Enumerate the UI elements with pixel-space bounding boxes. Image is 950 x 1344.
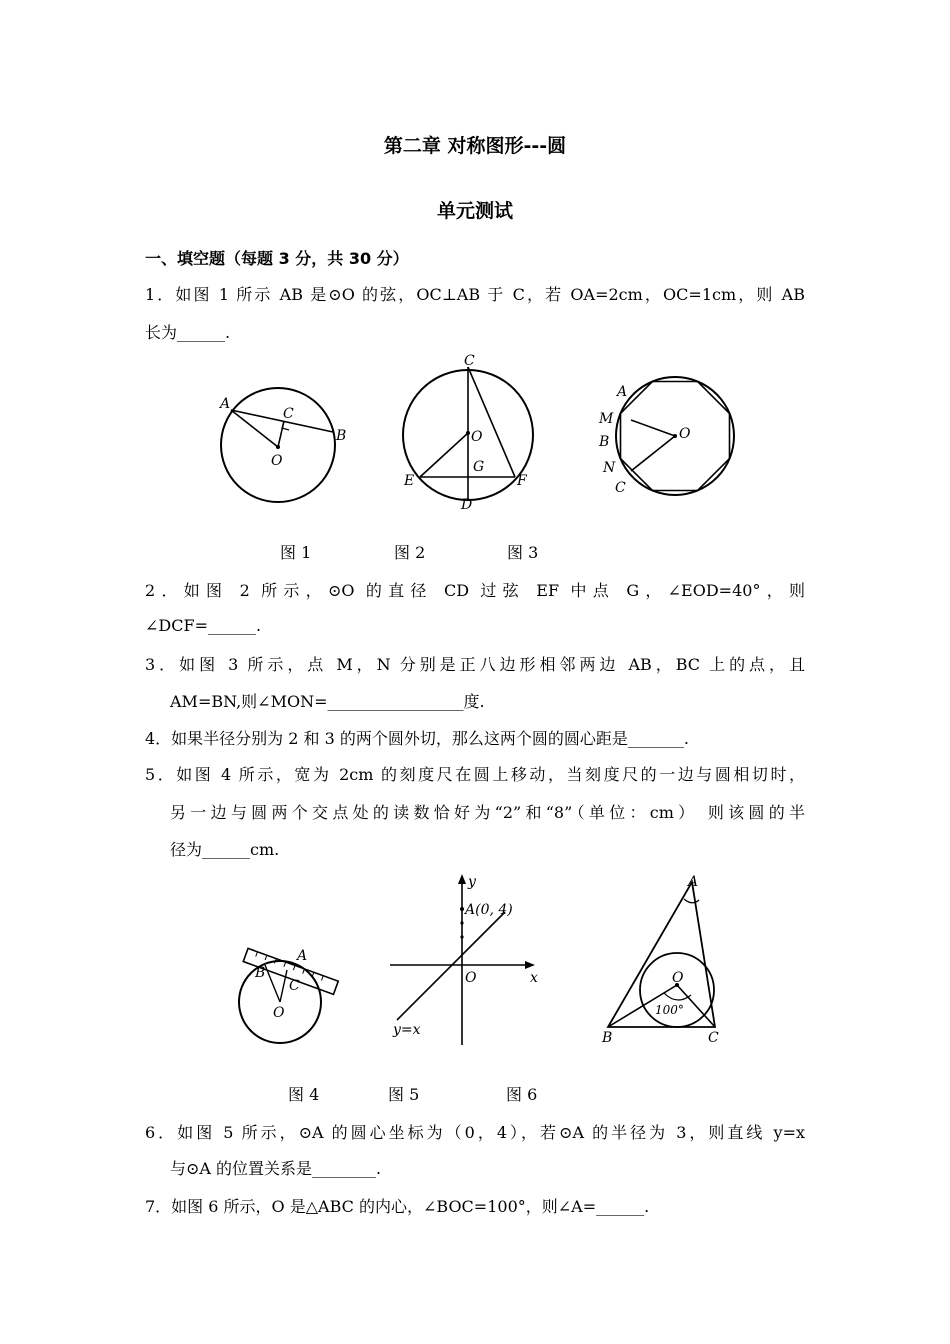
caption-fig1: 图 1 bbox=[280, 543, 312, 562]
fig6-label-o: O bbox=[672, 970, 684, 986]
page-subtitle: 单元测试 bbox=[436, 200, 513, 222]
fig6-label-c: C bbox=[708, 1030, 719, 1046]
question-3-line-2: AM=BN,则∠MON=_________________度. bbox=[170, 692, 485, 711]
fig6-label-b: B bbox=[602, 1030, 613, 1046]
question-7-line-1: 7．如图 6 所示，O 是△ABC 的内心，∠BOC=100°，则∠A=______. bbox=[145, 1197, 650, 1216]
fig5-label-a: A(0, 4) bbox=[465, 902, 513, 918]
fig1-label-b: B bbox=[336, 428, 347, 444]
caption-fig5: 图 5 bbox=[388, 1085, 420, 1104]
fig4-label-a: A bbox=[297, 948, 308, 964]
question-2-line-2: ∠DCF=______. bbox=[145, 616, 262, 635]
fig6-label-angle: 100° bbox=[655, 1003, 684, 1017]
fig3-label-b: B bbox=[599, 434, 610, 450]
page-title: 第二章 对称图形---圆 bbox=[383, 135, 567, 157]
question-4-line-1: 4．如果半径分别为 2 和 3 的两个圆外切，那么这两个圆的圆心距是_______. bbox=[145, 729, 689, 748]
caption-fig2: 图 2 bbox=[394, 543, 426, 562]
question-2-line-1: 2．如图 2 所示，⊙O 的直径 CD 过弦 EF 中点 G，∠EOD=40°，则 bbox=[145, 581, 805, 600]
question-5-line-3: 径为______cm. bbox=[170, 840, 280, 859]
caption-fig3: 图 3 bbox=[507, 543, 539, 562]
fig2-label-g: G bbox=[473, 459, 485, 475]
question-1-line-1: 1．如图 1 所示 AB 是⊙O 的弦，OC⊥AB 于 C，若 OA=2cm，OC=1cm，则 AB bbox=[145, 285, 805, 304]
fig4-label-o: O bbox=[273, 1005, 285, 1021]
section-heading: 一、填空题（每题 3 分，共 30 分） bbox=[145, 249, 409, 268]
fig3-label-a: A bbox=[617, 384, 628, 400]
fig5-label-line: y=x bbox=[393, 1022, 421, 1038]
question-6-line-1: 6．如图 5 所示，⊙A 的圆心坐标为（0，4），若⊙A 的半径为 3，则直线 y=x bbox=[145, 1123, 805, 1142]
figure-2 bbox=[395, 345, 545, 515]
figure-1 bbox=[210, 370, 360, 520]
caption-fig4: 图 4 bbox=[288, 1085, 320, 1104]
question-5-line-2: 另一边与圆两个交点处的读数恰好为“2”和“8”（单位：cm） 则该圆的半 bbox=[170, 803, 805, 822]
figure-6 bbox=[598, 870, 738, 1050]
fig2-label-c: C bbox=[464, 353, 475, 369]
figure-5 bbox=[385, 870, 545, 1050]
fig3-label-n: N bbox=[603, 460, 616, 476]
fig2-label-e: E bbox=[404, 473, 415, 489]
fig1-label-c: C bbox=[283, 406, 294, 422]
fig3-label-m: M bbox=[599, 411, 614, 427]
fig2-label-d: D bbox=[461, 497, 473, 513]
fig5-label-o: O bbox=[465, 970, 477, 986]
fig3-label-c: C bbox=[615, 480, 626, 496]
fig4-label-b: B bbox=[255, 965, 266, 981]
figure-4 bbox=[235, 935, 350, 1055]
question-5-line-1: 5．如图 4 所示，宽为 2cm 的刻度尺在圆上移动，当刻度尺的一边与圆相切时， bbox=[145, 765, 805, 784]
question-1-line-2: 长为______. bbox=[145, 323, 231, 342]
fig4-label-c: C bbox=[289, 978, 300, 994]
fig5-label-x: x bbox=[530, 970, 538, 986]
fig5-label-y: y bbox=[468, 874, 476, 890]
fig6-label-a: A bbox=[688, 874, 699, 890]
fig2-label-f: F bbox=[517, 473, 527, 489]
fig1-label-a: A bbox=[220, 396, 231, 412]
fig1-label-o: O bbox=[271, 453, 283, 469]
fig3-label-o: O bbox=[679, 426, 691, 442]
figure-3 bbox=[595, 380, 745, 520]
question-3-line-1: 3．如图 3 所示，点 M，N 分别是正八边形相邻两边 AB，BC 上的点，且 bbox=[145, 655, 805, 674]
fig2-label-o: O bbox=[471, 429, 483, 445]
caption-fig6: 图 6 bbox=[506, 1085, 538, 1104]
question-6-line-2: 与⊙A 的位置关系是________. bbox=[170, 1159, 382, 1178]
